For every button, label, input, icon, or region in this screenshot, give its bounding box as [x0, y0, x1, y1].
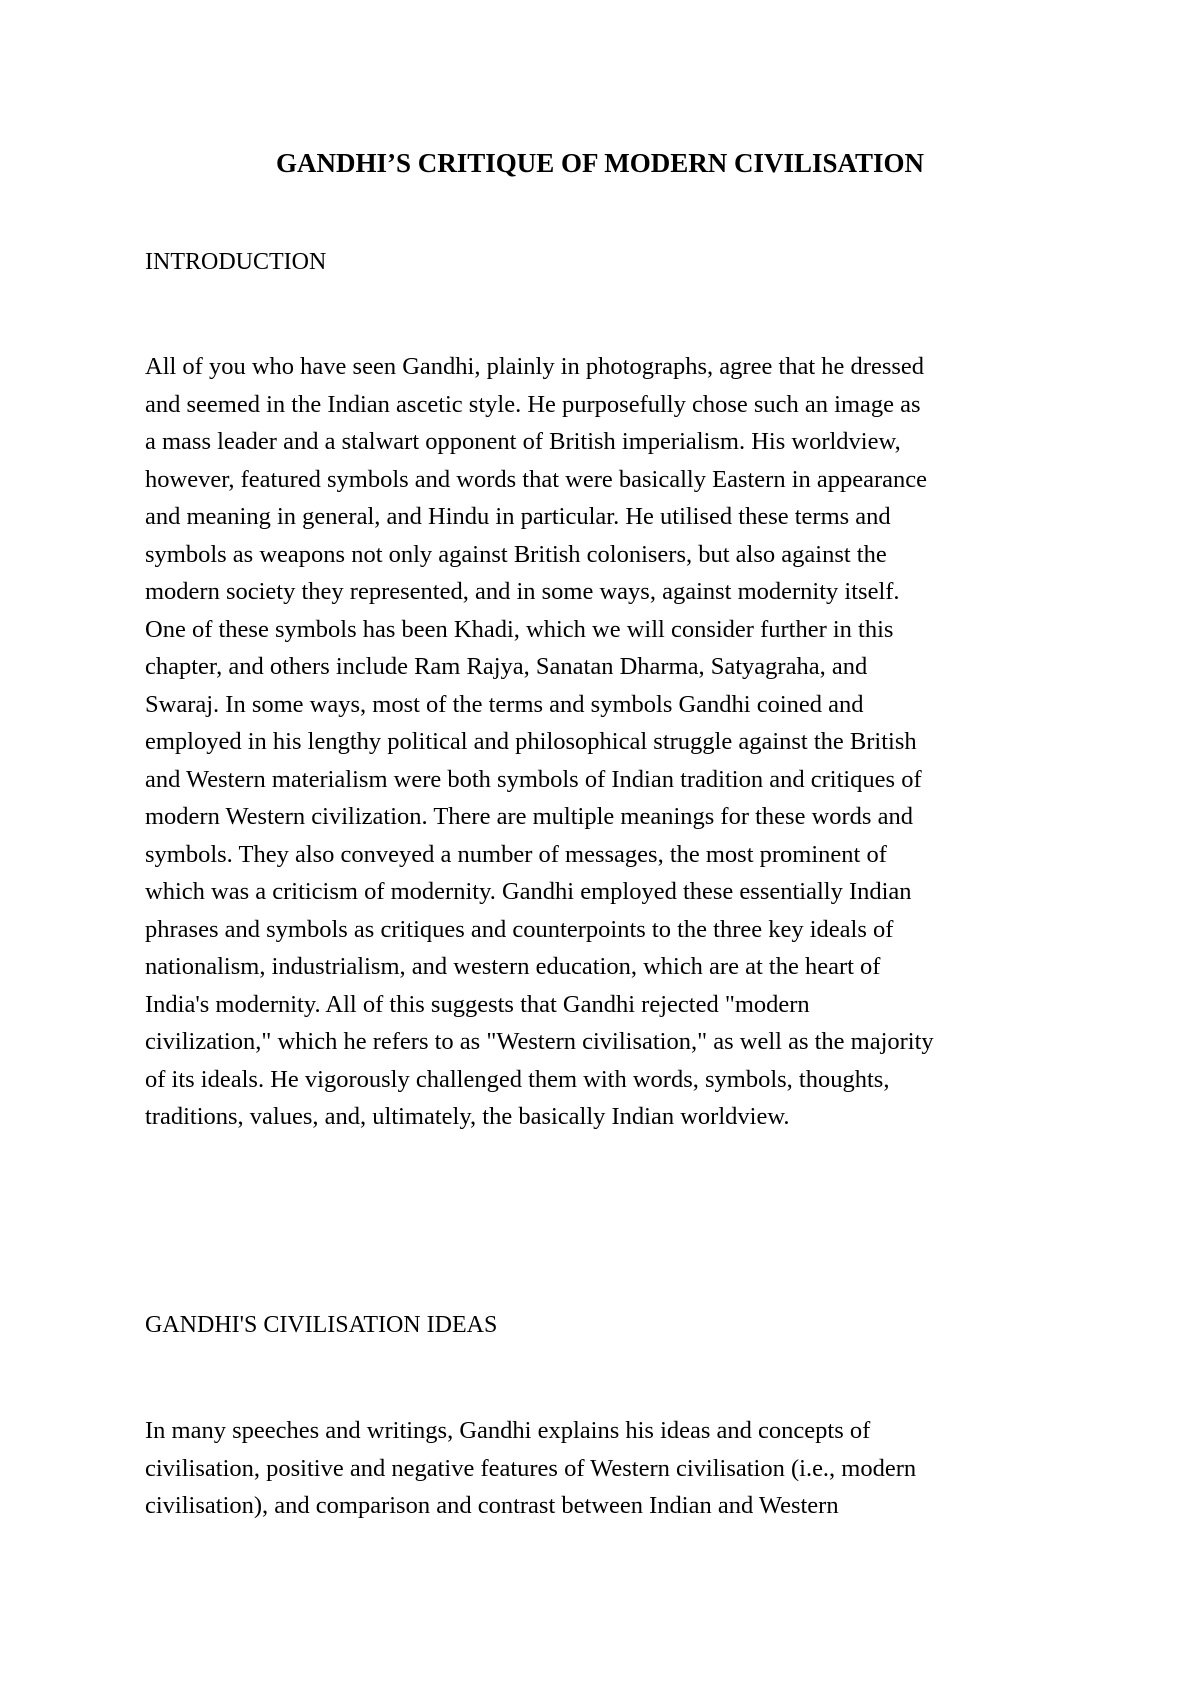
paragraph-line: nationalism, industrialism, and western education, which are at the heart of	[145, 953, 881, 980]
paragraph-line: symbols. They also conveyed a number of messages, the most prominent of	[145, 840, 887, 868]
paragraph-line: however, featured symbols and words that were basically Eastern in appearance	[145, 465, 928, 493]
paragraph-line: phrases and symbols as critiques and counterpoints to the three key ideals of	[145, 915, 894, 943]
section-heading-civilisation-ideas: GANDHI'S CIVILISATION IDEAS	[145, 1312, 498, 1338]
introduction-paragraph	[145, 348, 1075, 1136]
paragraph-line: Swaraj. In some ways, most of the terms and symbols Gandhi coined and	[145, 690, 864, 718]
paragraph-line: civilisation, positive and negative features of Western civilisation (i.e., modern	[145, 1454, 917, 1482]
paragraph-line: civilisation), and comparison and contrast between Indian and Western	[145, 1492, 839, 1519]
paragraph-line: and seemed in the Indian ascetic style. He purposefully chose such an image as	[145, 390, 921, 418]
paragraph-line: of its ideals. He vigorously challenged them with words, symbols, thoughts,	[145, 1065, 890, 1093]
paragraph-line: employed in his lengthy political and philosophical struggle against the British	[145, 728, 917, 755]
paragraph-line: a mass leader and a stalwart opponent of British imperialism. His worldview,	[145, 428, 901, 455]
paragraph-line: chapter, and others include Ram Rajya, Sanatan Dharma, Satyagraha, and	[145, 653, 868, 680]
paragraph-line: In many speeches and writings, Gandhi explains his ideas and concepts of	[145, 1417, 871, 1444]
paragraph-line: civilization," which he refers to as "Western civilisation," as well as the majority	[145, 1028, 934, 1055]
paragraph-line: India's modernity. All of this suggests that Gandhi rejected "modern	[145, 990, 810, 1018]
document-title: GANDHI’S CRITIQUE OF MODERN CIVILISATION	[275, 148, 925, 178]
paragraph-line: All of you who have seen Gandhi, plainly in photographs, agree that he dressed	[145, 353, 925, 380]
paragraph-line: modern Western civilization. There are multiple meanings for these words and	[145, 803, 913, 830]
paragraph-line: and meaning in general, and Hindu in particular. He utilised these terms and	[145, 503, 891, 530]
paragraph-line: modern society they represented, and in some ways, against modernity itself.	[145, 578, 900, 605]
section-heading-introduction: INTRODUCTION	[145, 249, 327, 275]
paragraph-line: which was a criticism of modernity. Gandhi employed these essentially Indian	[145, 878, 912, 905]
paragraph-line: One of these symbols has been Khadi, which we will consider further in this	[145, 615, 894, 643]
civilisation-ideas-paragraph	[145, 1412, 1075, 1525]
paragraph-line: traditions, values, and, ultimately, the basically Indian worldview.	[145, 1103, 790, 1130]
paragraph-line: and Western materialism were both symbols of Indian tradition and critiques of	[145, 765, 922, 793]
paragraph-line: symbols as weapons not only against British colonisers, but also against the	[145, 540, 887, 568]
